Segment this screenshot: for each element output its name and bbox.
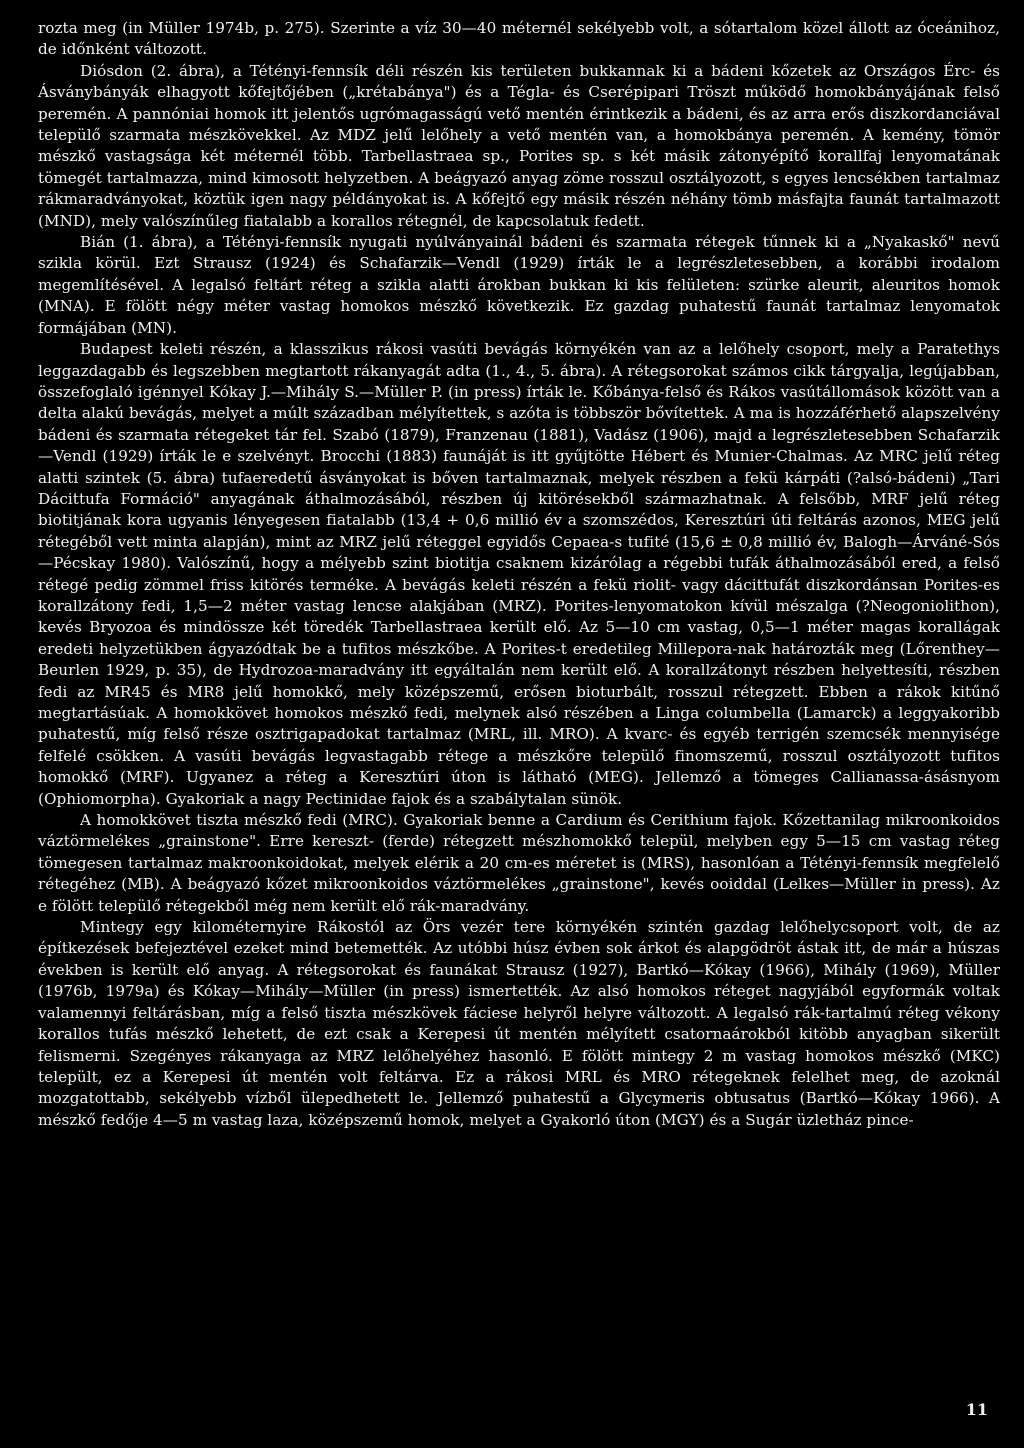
paragraph-6: Mintegy egy kilométernyire Rákostól az Örs vezér tere környékén szintén gazdag lelőhelycsoport volt, de az építkezések befejeztével ezeket mind betemették. Az utóbbi húsz évben sok árkot és alapgödröt ástak itt, de már a húszas években is került elő anyag. A rétegsorokat és faunákat Strausz (1927), Bartkó—Kókay (1966), Mihály (1969), Müller (1976b, 1979a) és Kókay—Mihály—Müller (in press) ismertették. Az alsó homokos réteget nagyjából egyformák voltak valamennyi feltárásban, míg a felső tiszta mészkövek fáciese helyről helyre változott. A legalsó rák-tartalmú réteg vékony korallos tufás mészkő lehetett, de ezt csak a Kerepesi út mentén mélyített csatornaárokból kitöbb anyagban sikerült felismerni. Szegényes rákanyaga az MRZ lelőhelyéhez hasonló. E fölött mintegy 2 m vastag homokos mészkő (MKC) települt, ez a Kerepesi út mentén volt feltárva. Ez a rákosi MRL és MRO rétegeknek felelhet meg, de azoknál mozgatottabb, sekélyebb vízből ülepedhetett le. Jellemző puhatestű a Glycymeris obtusatus (Bartkó—Kókay 1966). A mészkő fedője 4—5 m vastag laza, középszemű homok, melyet a Gyakorló úton (MGY) és a Sugár üzletház pince- <box>38 918 1000 1129</box>
paragraph-5: A homokkövet tiszta mészkő fedi (MRC). Gyakoriak benne a Cardium és Cerithium fajok. Kőzettanilag mikroonkoidos váztörmelékes „grainstone". Erre kereszt- (ferde) rétegzett mészhomokkő települ, melyben egy 5—15 cm vastag réteg tömegesen tartalmaz makroonkoidokat, melyek elérik a 20 cm-es méretet is (MRS), hasonlóan a Tétényi-fennsík megfelelő rétegéhez (MB). A beágyazó kőzet mikroonkoidos váztörmelékes „grainstone", kevés ooiddal (Lelkes—Müller in press). Az e fölött települő rétegekből még nem került elő rák-maradvány. <box>38 811 1000 915</box>
paragraph-1: rozta meg (in Müller 1974b, p. 275). Szerinte a víz 30—40 méternél sekélyebb volt, a sótartalom közel állott az óceánihoz, de időnként változott. <box>38 19 1000 59</box>
body-text <box>38 18 1000 1131</box>
paragraph-4: Budapest keleti részén, a klasszikus rákosi vasúti bevágás környékén van az a lelőhely csoport, mely a Paratethys leggazdagabb és legszebben megtartott rákanyagát adta (1., 4., 5. ábra). A rétegsorokat számos cikk tárgyalja, legújabban, összefoglaló igénnyel Kókay J.—Mihály S.—Müller P. (in press) írták le. Kőbánya-felső és Rákos vasútállomások között van a delta alakú bevágás, melyet a múlt században mélyítettek, s azóta is többször bővítettek. A ma is hozzáférhető alapszelvény bádeni és szarmata rétegeket tár fel. Szabó (1879), Franzenau (1881), Vadász (1906), majd a legrészletesebben Schafarzik—Vendl (1929) írták le e szelvényt. Brocchi (1883) faunáját is itt gyűjtötte Hébert és Munier-Chalmas. Az MRC jelű réteg alatti szintek (5. ábra) tufaeredetű ásványokat is bőven tartalmaznak, melyek részben a fekü kárpáti (?alsó-bádeni) „Tari Dácittufa Formáció" anyagának áthalmozásából, részben új kitörésekből származhatnak. A felsőbb, MRF jelű réteg biotitjának kora ugyanis lényegesen fiatalabb (13,4 + 0,6 millió év a szomszédos, Keresztúri úti feltárás azonos, MEG jelű rétegéből vett minta alapján), mint az MRZ jelű réteggel egyidős Cepaea-s tufité (15,6 ± 0,8 millió év, Balogh—Árváné-Sós—Pécskay 1980). Valószínű, hogy a mélyebb szint biotitja csaknem kizárólag a régebbi tufák áthalmozásából ered, a felső rétegé pedig zömmel friss kitörés terméke. A bevágás keleti részén a fekü riolit- vagy dácittufát diszkordánsan Porites-es korallzátony fedi, 1,5—2 méter vastag lencse alakjában (MRZ). Porites-lenyomatokon kívül mészalga (?Neogoniolithon), kevés Bryozoa és mindössze két töredék Tarbellastraea került elő. Az 5—10 cm vastag, 0,5—1 méter magas korallágak eredeti helyzetükben ágyazódtak be a tufitos mészkőbe. A Porites-t eredetileg Millepora-nak határozták meg (Lőrenthey—Beurlen 1929, p. 35), de Hydrozoa-maradvány itt egyáltalán nem került elő. A korallzátonyt részben helyettesíti, részben fedi az MR45 és MR8 jelű homokkő, mely középszemű, erősen bioturbált, rosszul rétegzett. Ebben a rákok kitűnő megtartásúak. A homokkövet homokos mészkő fedi, melynek alsó részében a Linga columbella (Lamarck) a leggyakoribb puhatestű, míg felső része osztrigapadokat tartalmaz (MRL, ill. MRO). A kvarc- és egyéb terrigén szemcsék mennyisége felfelé csökken. A vasúti bevágás legvastagabb rétege a mészkőre települő finomszemű, rosszul osztályozott tufitos homokkő (MRF). Ugyanez a réteg a Keresztúri úton is látható (MEG). Jellemző a tömeges Callianassa-ásásnyom (Ophiomorpha). Gyakoriak a nagy Pectinidae fajok és a szabálytalan sünök. <box>38 340 1000 808</box>
page-number: 11 <box>965 1400 988 1419</box>
paragraph-3: Bián (1. ábra), a Tétényi-fennsík nyugati nyúlványainál bádeni és szarmata rétegek tűnnek ki a „Nyakaskő" nevű szikla körül. Ezt Strausz (1924) és Schafarzik—Vendl (1929) írták le a legrészletesebben, a korábbi irodalom megemlítésével. A legalsó feltárt réteg a szikla alatti árokban bukkan ki kis felületen: szürke aleurit, aleuritos homok (MNA). E fölött négy méter vastag homokos mészkő következik. Ez gazdag puhatestű faunát tartalmaz lenyomatok formájában (MN). <box>38 233 1000 337</box>
paragraph-2: Diósdon (2. ábra), a Tétényi-fennsík déli részén kis területen bukkannak ki a bádeni kőzetek az Országos Érc- és Ásványbányák elhagyott kőfejtőjében („krétabánya") és a Tégla- és Cserépipari Tröszt működő homokbányájának felső peremén. A pannóniai homok itt jelentős ugrómagasságú vető mentén érintkezik a bádeni, és az arra erős diszkordanciával települő szarmata mészkövekkel. Az MDZ jelű lelőhely a vető mentén van, a homokbánya peremén. A kemény, tömör mészkő vastagsága két méternél több. Tarbellastraea sp., Porites sp. s két másik zátonyépítő korallfaj lenyomatának tömegét tartalmazza, mind kimosott helyzetben. A beágyazó anyag zöme rosszul osztályozott, s egyes lencsékben tartalmaz rákmaradványokat, köztük igen nagy példányokat is. A kőfejtő egy másik részén néhány tömb másfajta faunát tartalmazott (MND), mely valószínűleg fiatalabb a korallos rétegnél, de kapcsolatuk fedett. <box>38 61 1000 230</box>
